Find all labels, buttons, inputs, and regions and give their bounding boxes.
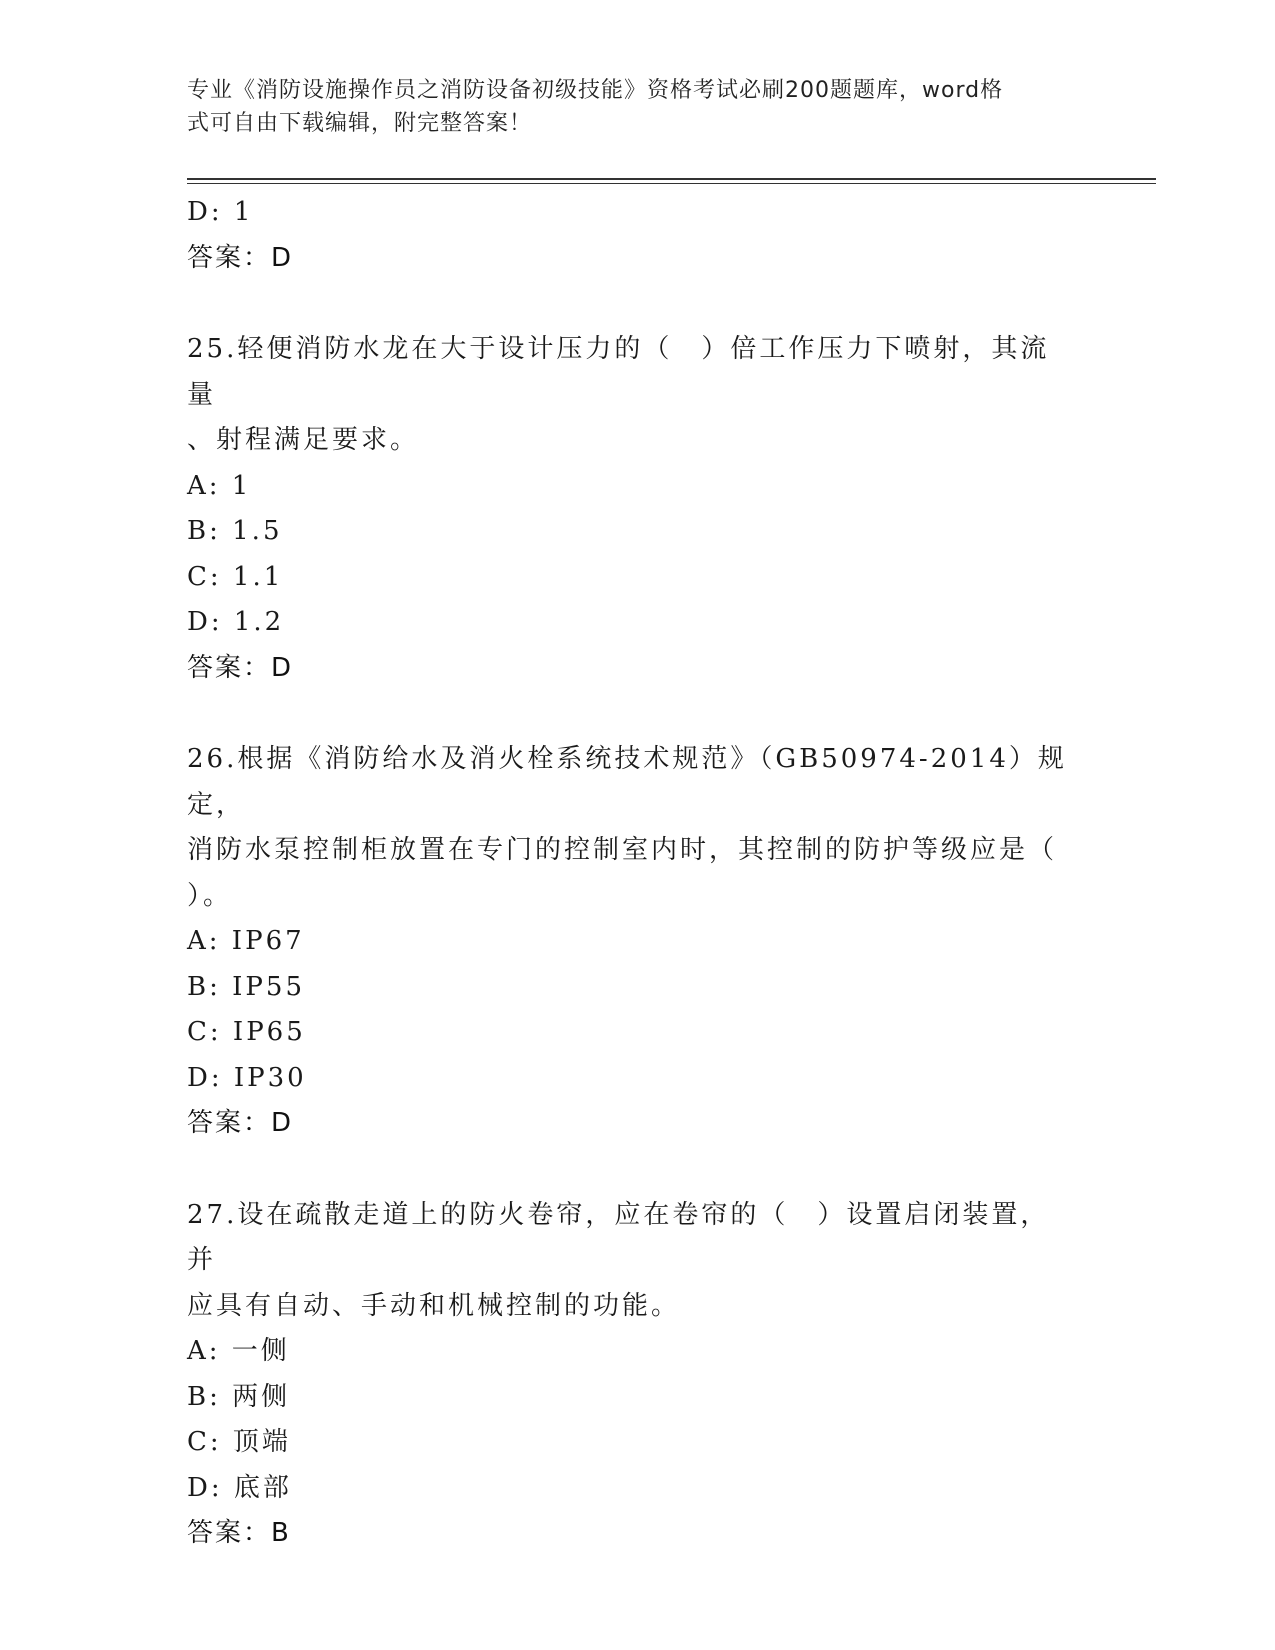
question-text-line: ）。 [187,880,233,911]
option-d: D: 1.2 [187,607,285,637]
option-a: A: 1 [187,470,252,501]
option-b: B: IP55 [187,971,305,1002]
option-c: C: IP65 [187,1017,306,1047]
question-text-line: 消防水泵控制柜放置在专门的控制室内时，其控制的防护等级应是（ [187,835,1058,865]
page-header [187,74,1067,140]
question-26 [187,737,1087,1147]
prev-option-d: D: 1 [187,197,254,227]
question-27 [187,1193,1087,1557]
document-body [187,190,1087,1557]
option-a: A: 一侧 [187,1336,290,1366]
question-text-line: 27.设在疏散走道上的防火卷帘，应在卷帘的（ ）设置启闭装置，并 [187,1199,1050,1275]
prev-answer: 答案：D [187,242,294,273]
question-text-line: 、射程满足要求。 [187,425,420,455]
header-divider-thick [187,178,1156,180]
answer: 答案：D [187,652,294,683]
question-text-line: 应具有自动、手动和机械控制的功能。 [187,1290,681,1321]
answer: 答案：B [187,1518,291,1548]
option-a: A: IP67 [187,926,305,956]
option-d: D: 底部 [187,1472,292,1503]
header-divider-thin [187,183,1156,184]
answer: 答案：D [187,1108,294,1138]
header-line-1: 专业《消防设施操作员之消防设备初级技能》资格考试必刷200题题库，word格 [187,78,1004,103]
option-c: C: 1.1 [187,561,284,592]
option-b: B: 两侧 [187,1381,291,1412]
option-b: B: 1.5 [187,516,283,546]
option-c: C: 顶端 [187,1427,291,1457]
header-line-2: 式可自由下载编辑，附完整答案！ [187,111,533,136]
question-25 [187,327,1087,691]
question-text-line: 26.根据《消防给水及消火栓系统技术规范》（GB50974-2014）规定， [187,744,1067,820]
question-text-line: 25.轻便消防水龙在大于设计压力的（ ）倍工作压力下喷射，其流量 [187,334,1050,410]
option-d: D: IP30 [187,1062,307,1093]
